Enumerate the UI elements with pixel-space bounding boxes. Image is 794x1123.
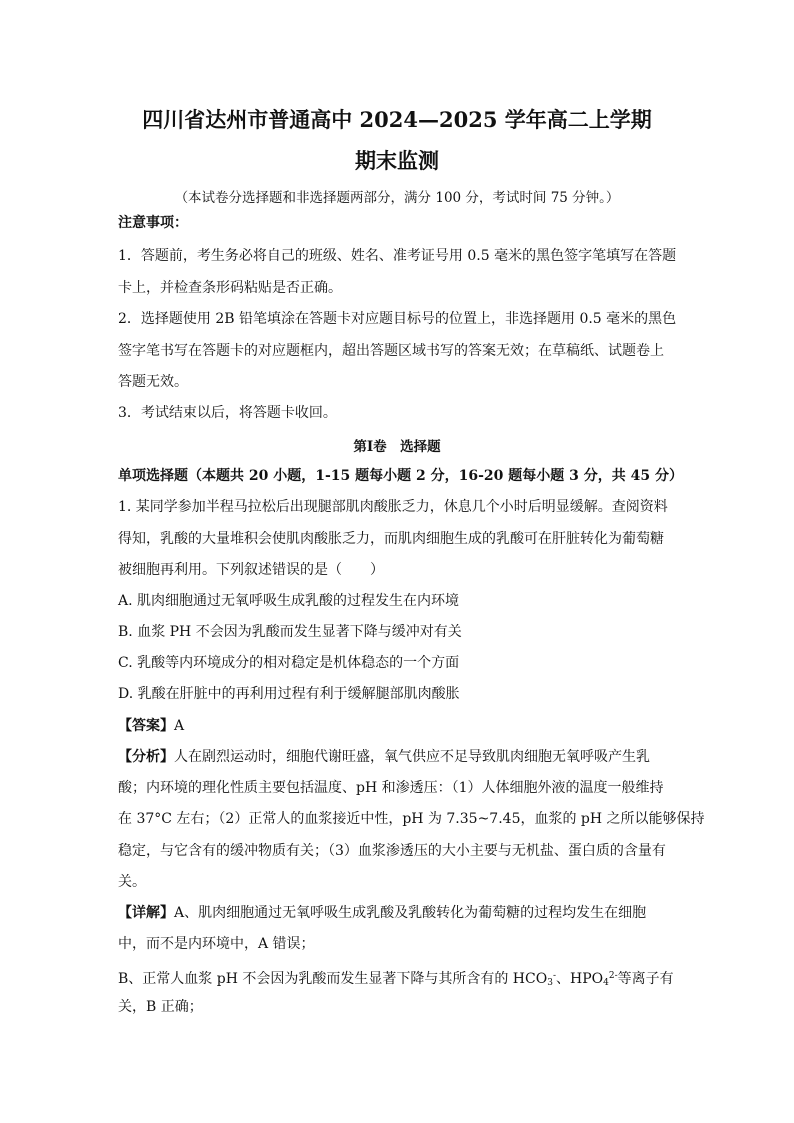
option-b: B. 血浆 PH 不会因为乳酸而发生显著下降与缓冲对有关 — [118, 624, 462, 640]
note-item-2-line-1: 2．选择题使用 2B 铅笔填涂在答题卡对应题目标号的位置上，非选择题用 0.5 毫米的黑色 — [118, 311, 677, 327]
analysis-line-1 — [118, 747, 650, 767]
option-c: C. 乳酸等内环境成分的相对稳定是机体稳态的一个方面 — [118, 655, 460, 671]
hco3-charge: - — [552, 971, 556, 981]
note-item-3: 3．考试结束以后，将答题卡收回。 — [118, 405, 337, 421]
option-d: D. 乳酸在肝脏中的再利用过程有利于缓解腿部肌肉酸胀 — [118, 686, 460, 702]
detail-line-1 — [118, 903, 646, 923]
detail-line-4: 关，B 正确； — [118, 999, 203, 1015]
detail-text-1: A、肌肉细胞通过无氧呼吸生成乳酸及乳酸转化为葡萄糖的过程均发生在细胞 — [174, 905, 647, 921]
detail-text-3b: 、HPO — [556, 971, 604, 987]
note-item-2-line-3: 答题无效。 — [118, 374, 188, 390]
note-item-1-line-1: 1．答题前，考生务必将自己的班级、姓名、准考证号用 0.5 毫米的黑色签字笔填写在答题 — [118, 248, 677, 264]
section-title: 第Ⅰ卷 选择题 — [353, 439, 441, 455]
hpo4-subscript: 4 — [603, 978, 609, 988]
answer-label: 【答案】 — [118, 718, 174, 734]
analysis-label: 【分析】 — [118, 749, 174, 765]
question-1-stem-line-2: 得知，乳酸的大量堆积会使肌肉酸胀乏力，而肌肉细胞生成的乳酸可在肝脏转化为葡萄糖 — [118, 531, 664, 547]
note-item-1-line-2: 卡上，并检查条形码粘贴是否正确。 — [118, 280, 342, 296]
option-a: A. 肌肉细胞通过无氧呼吸生成乳酸的过程发生在内环境 — [118, 593, 460, 609]
analysis-text-1: 人在剧烈运动时，细胞代谢旺盛，氧气供应不足导致肌肉细胞无氧呼吸产生乳 — [174, 749, 650, 765]
detail-line-2: 中，而不是内环境中，A 错误； — [118, 936, 315, 952]
document-title-line1: 四川省达州市普通高中 2024—2025 学年高二上学期 — [142, 107, 652, 132]
question-1-stem-line-1: 1. 某同学参加半程马拉松后出现腿部肌肉酸胀乏力，休息几个小时后明显缓解。查阅资料 — [118, 499, 668, 515]
detail-label: 【详解】 — [118, 905, 174, 921]
document-title-line2: 期末监测 — [355, 148, 439, 173]
note-item-2-line-2: 签字笔书写在答题卡的对应题框内，超出答题区域书写的答案无效；在草稿纸、试题卷上 — [118, 343, 664, 359]
hco3-subscript: 3 — [547, 978, 553, 988]
detail-text-3c: 等离子有 — [617, 971, 674, 987]
exam-subtitle: （本试卷分选择题和非选择题两部分，满分 100 分，考试时间 75 分钟。） — [174, 190, 620, 206]
hpo4-charge: 2- — [608, 971, 618, 981]
analysis-line-2: 酸；内环境的理化性质主要包括温度、pH 和渗透压：（1）人体细胞外液的温度一般维持 — [118, 780, 664, 796]
analysis-line-4: 稳定，与它含有的缓冲物质有关；（3）血浆渗透压的大小主要与无机盐、蛋白质的含量有 — [118, 843, 666, 859]
detail-text-3a: B、正常人血浆 pH 不会因为乳酸而发生显著下降与其所含有的 HCO — [118, 971, 548, 987]
answer-line — [118, 716, 184, 736]
detail-line-3 — [118, 966, 674, 993]
answer-value: A — [174, 718, 185, 734]
section-instruction: 单项选择题（本题共 20 小题，1-15 题每小题 2 分，16-20 题每小题 3 分，共 45 分） — [118, 468, 683, 484]
analysis-line-5: 关。 — [118, 874, 146, 890]
analysis-line-3: 在 37°C 左右；（2）正常人的血浆接近中性，pH 为 7.35~7.45，血浆的 pH 之所以能够保持 — [118, 811, 705, 827]
question-1-stem-line-3: 被细胞再利用。下列叙述错误的是（ ） — [118, 562, 384, 578]
notes-heading: 注意事项： — [118, 215, 188, 231]
